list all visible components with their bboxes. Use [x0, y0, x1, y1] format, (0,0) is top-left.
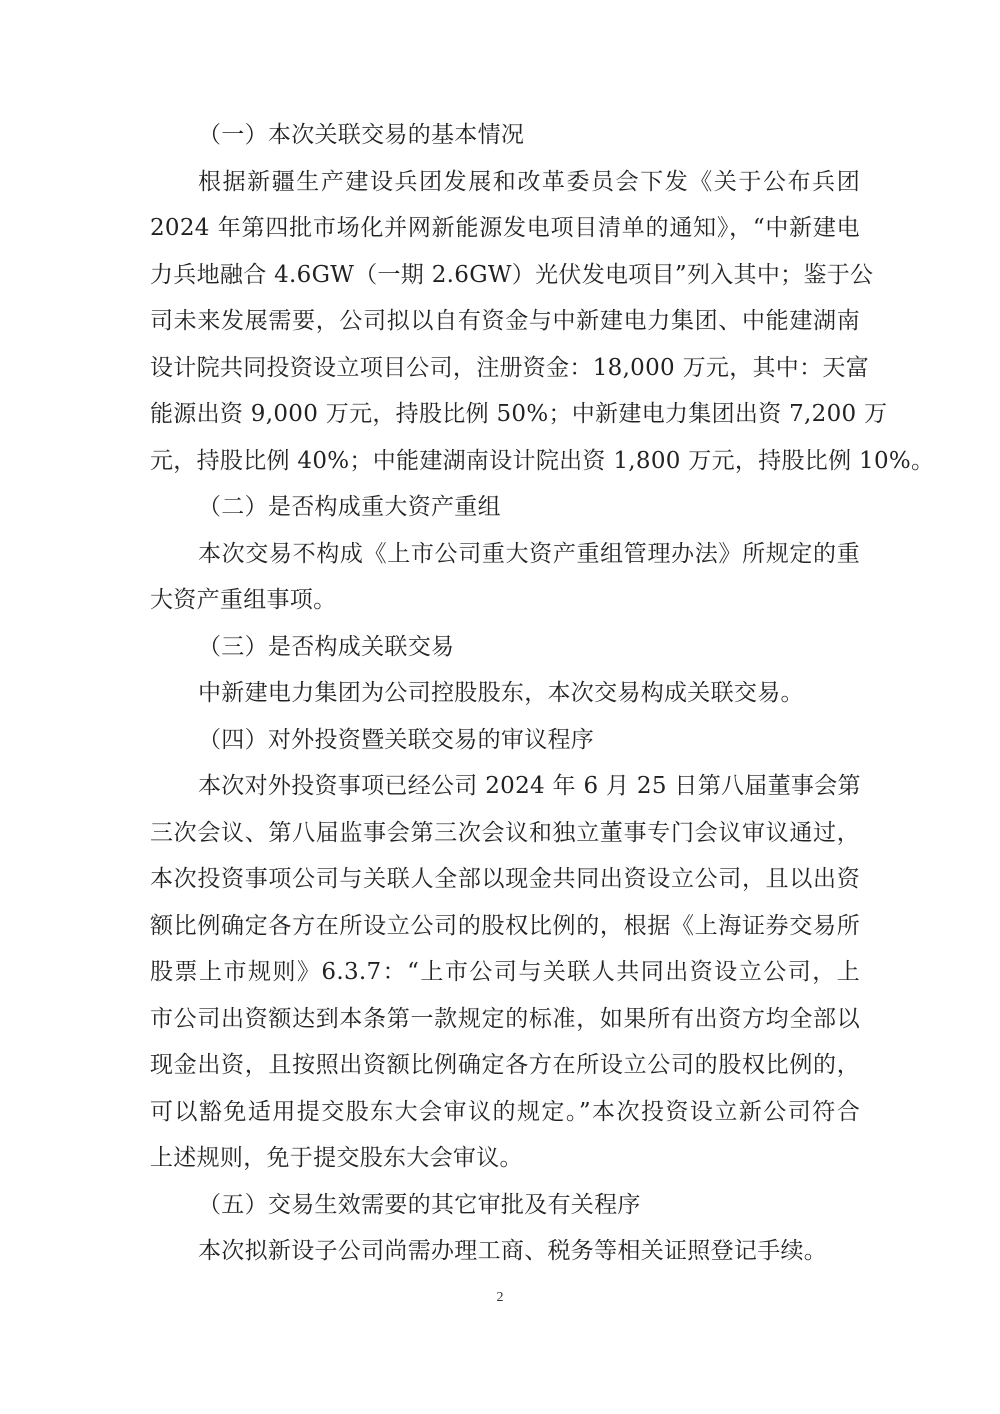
section-heading: （四）对外投资暨关联交易的审议程序 [198, 726, 595, 753]
paragraph-line: 中新建电力集团为公司控股股东，本次交易构成关联交易。 [198, 680, 804, 706]
paragraph-line: 元，持股比例 40%；中能建湖南设计院出资 1,800 万元，持股比例 10%。 [150, 447, 935, 474]
paragraph-line: 大资产重组事项。 [150, 587, 337, 613]
section-heading: （三）是否构成关联交易 [198, 633, 455, 660]
paragraph-line: 现金出资，且按照出资额比例确定各方在所设立公司的股权比例的， [150, 1052, 860, 1078]
paragraph-line: 司未来发展需要，公司拟以自有资金与中新建电力集团、中能建湖南 [150, 308, 860, 334]
paragraph-line: 三次会议、第八届监事会第三次会议和独立董事专门会议审议通过， [150, 819, 860, 846]
paragraph-line: 设计院共同投资设立项目公司，注册资金：18,000 万元，其中：天富 [150, 354, 869, 381]
paragraph-line: 能源出资 9,000 万元，持股比例 50%；中新建电力集团出资 7,200 万 [150, 401, 888, 427]
page-number: 2 [496, 1290, 504, 1305]
paragraph-line: 上述规则，免于提交股东大会审议。 [150, 1145, 523, 1171]
paragraph-line: 股票上市规则》6.3.7：“上市公司与关联人共同出资设立公司，上 [150, 959, 860, 985]
paragraph-line: 本次交易不构成《上市公司重大资产重组管理办法》所规定的重 [198, 540, 860, 567]
paragraph-line: 本次对外投资事项已经公司 2024 年 6 月 25 日第八届董事会第 [198, 773, 861, 799]
section-heading: （五）交易生效需要的其它审批及有关程序 [198, 1191, 641, 1218]
paragraph-line: 市公司出资额达到本条第一款规定的标准，如果所有出资方均全部以 [150, 1005, 860, 1032]
paragraph-line: 本次投资事项公司与关联人全部以现金共同出资设立公司，且以出资 [150, 866, 860, 892]
section-heading: （二）是否构成重大资产重组 [198, 494, 501, 520]
document-body [150, 112, 935, 1275]
paragraph-line: 额比例确定各方在所设立公司的股权比例的，根据《上海证券交易所 [150, 912, 860, 939]
paragraph-line: 可以豁免适用提交股东大会审议的规定。”本次投资设立新公司符合 [150, 1098, 860, 1125]
section-heading: （一）本次关联交易的基本情况 [198, 122, 525, 148]
paragraph-line: 2024 年第四批市场化并网新能源发电项目清单的通知》，“中新建电 [150, 215, 860, 241]
paragraph-line: 力兵地融合 4.6GW（一期 2.6GW）光伏发电项目”列入其中；鉴于公 [150, 261, 874, 288]
paragraph-line: 本次拟新设子公司尚需办理工商、税务等相关证照登记手续。 [198, 1238, 828, 1264]
paragraph-line: 根据新疆生产建设兵团发展和改革委员会下发《关于公布兵团 [198, 168, 860, 195]
